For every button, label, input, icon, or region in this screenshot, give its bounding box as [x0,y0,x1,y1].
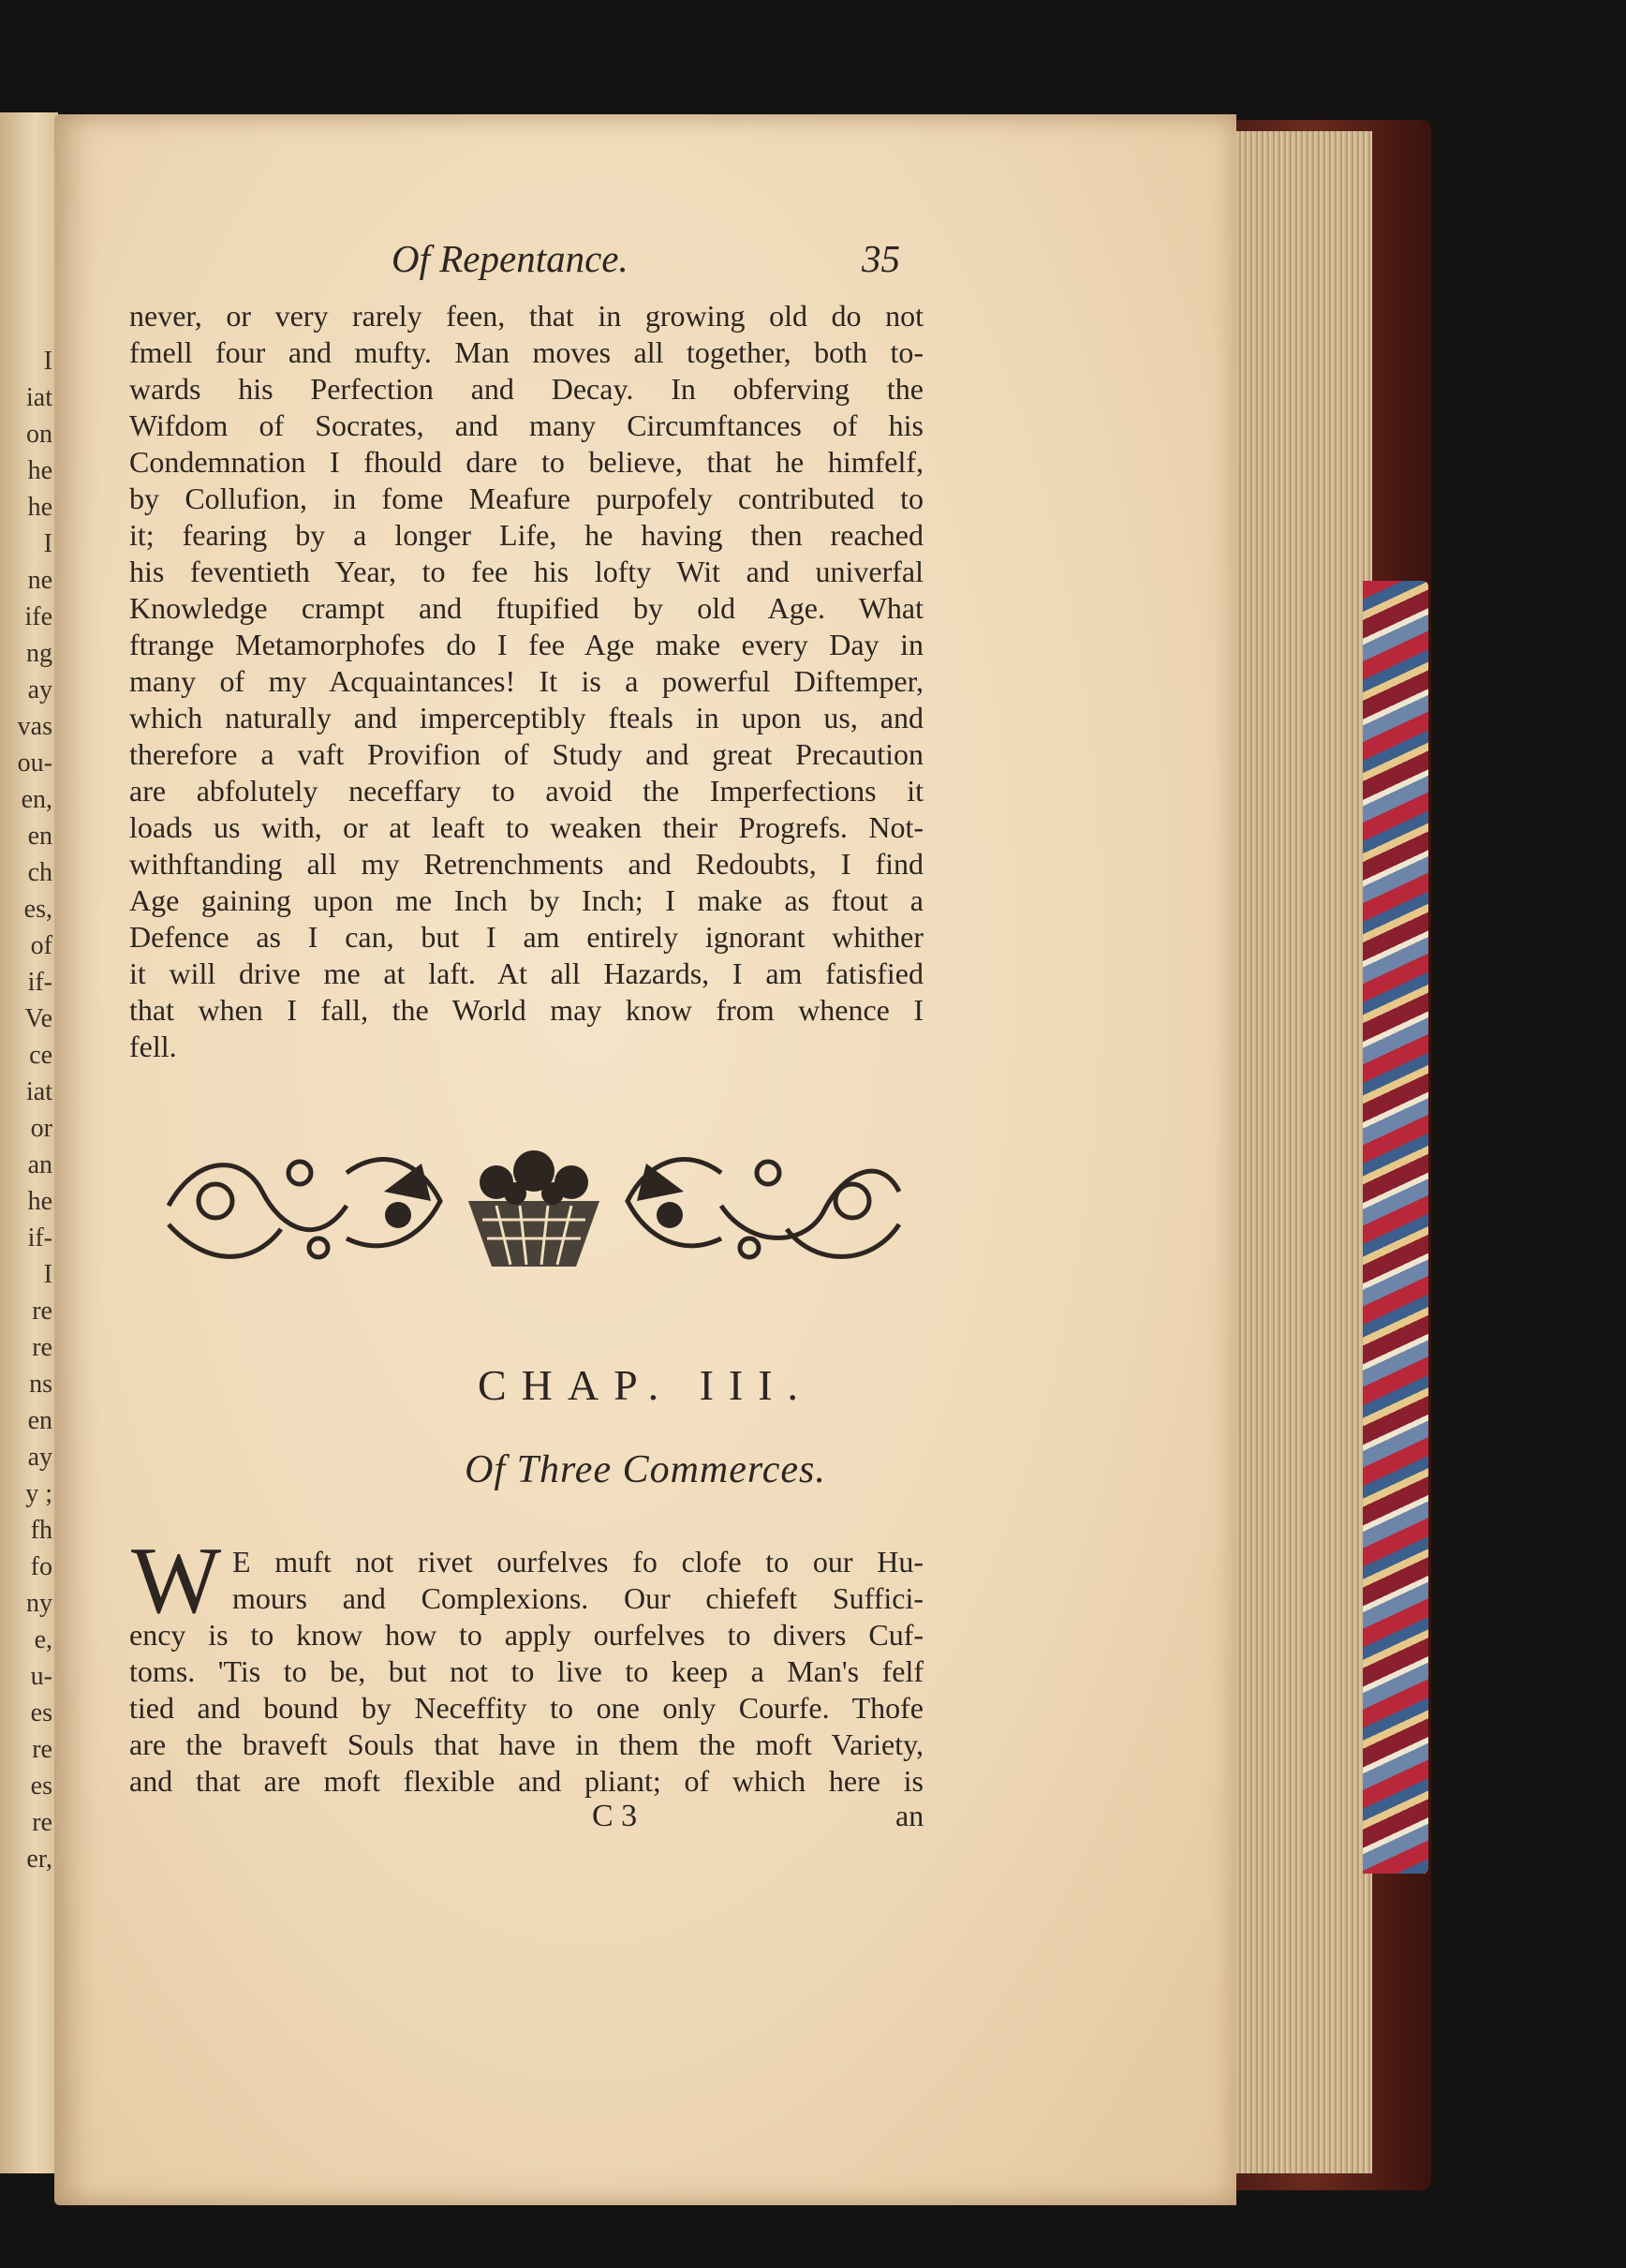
previous-page-fragment: he [27,1187,52,1216]
chapter-title: Of Three Commerces. [465,1448,826,1491]
page-number: 35 [862,237,900,280]
marbled-endpaper [1363,581,1428,1874]
text-line: Defence as I can, but I am entirely ignorant whither [129,920,924,954]
previous-page-fragment: I [43,529,52,558]
previous-page-fragment: I [43,347,52,376]
text-line: it will drive me at laft. At all Hazards, I am fatisfied [129,956,924,990]
text-line: by Collufion, in fome Meafure purpofely contributed to [129,482,924,515]
previous-page-fragment: of [30,931,52,960]
text-line: it; fearing by a longer Life, he having then reached [129,518,924,552]
previous-page-fragment: en [27,1406,52,1435]
text-line: many of my Acquaintances! It is a powerful Diftemper, [129,664,924,698]
text-line: ency is to know how to apply ourfelves to divers Cuf- [129,1618,924,1652]
text-line: E muft not rivet ourfelves fo clofe to our Hu- [232,1545,924,1579]
previous-page-fragment: he [27,493,52,522]
previous-page-fragment: ay [27,675,52,704]
previous-page-fragment: ce [29,1041,52,1070]
previous-page-fragment: iat [26,1077,52,1106]
previous-page-fragment: he [27,456,52,485]
text-line: toms. 'Tis to be, but not to live to keep a Man's felf [129,1654,924,1688]
previous-page-fragment: if- [27,968,52,997]
previous-page-fragment: u- [30,1662,52,1691]
previous-page-fragment: fo [30,1552,52,1581]
previous-page-fragment: ife [24,602,52,631]
text-line: ftrange Metamorphofes do I fee Age make every Day in [129,628,924,661]
previous-page-fragment: I [43,1260,52,1289]
previous-page-fragment: ny [26,1589,52,1618]
text-line: Age gaining upon me Inch by Inch; I make as ftout a [129,883,924,917]
text-line: are the braveft Souls that have in them the moft Variety, [129,1727,924,1761]
previous-page-fragment: ng [26,639,52,668]
text-line: Wifdom of Socrates, and many Circumftances of his [129,408,924,442]
text-line: tied and bound by Neceffity to one only Courfe. Thofe [129,1691,924,1725]
text-line: Knowledge crampt and ftupified by old Age. What [129,591,924,625]
page-edges [1229,131,1372,2173]
text-line: never, or very rarely feen, that in growing old do not [129,299,924,333]
drop-cap: W [131,1528,222,1634]
text-line: wards his Perfection and Decay. In obferving the [129,372,924,406]
paragraph-1 [129,298,924,1065]
previous-page-fragment: es [30,1771,52,1801]
previous-page-fragment: en [27,822,52,851]
previous-page-fragment: Ve [24,1004,52,1033]
previous-page-fragment: iat [26,383,52,412]
previous-page-fragment: fh [30,1516,52,1545]
running-title: Of Repentance. [392,237,628,280]
text-line: that when I fall, the World may know from whence I [129,993,924,1027]
text-line: withftanding all my Retrenchments and Redoubts, I find [129,847,924,881]
chapter-number: CHAP. III. [477,1361,814,1409]
text-line: are abfolutely neceffary to avoid the Imperfections it [129,774,924,808]
signature-mark: C 3 [592,1799,638,1833]
text-line: fell. [129,1030,177,1063]
catchword: an [895,1799,924,1832]
text-line: mours and Complexions. Our chiefeft Suffici- [232,1581,924,1615]
previous-page-fragment: re [32,1333,52,1362]
previous-page-fragment: re [32,1808,52,1837]
previous-page-fragment: vas [17,712,52,741]
previous-page-fragment: re [32,1735,52,1764]
previous-page-fragment: ch [27,858,52,887]
previous-page-fragment: re [32,1297,52,1326]
text-line: which naturally and imperceptibly fteals in upon us, and [129,701,924,734]
previous-page-fragment: on [26,420,52,449]
ornamental-headpiece [159,1135,909,1276]
previous-page-edge [0,112,58,2173]
previous-page-fragment: or [30,1114,52,1143]
previous-page-fragment: ns [29,1370,52,1399]
previous-page-fragment: y ; [25,1479,52,1508]
previous-page-fragment: en, [21,785,52,814]
paragraph-2 [129,1544,924,1800]
previous-page-fragment: if- [27,1223,52,1253]
previous-page-fragment: ne [27,566,52,595]
text-line: Condemnation I fhould dare to believe, that he himfelf, [129,445,924,479]
text-line: fmell four and mufty. Man moves all together, both to- [129,335,924,369]
text-line: his feventieth Year, to fee his lofty Wit and univerfal [129,555,924,588]
previous-page-fragment: er, [26,1845,52,1874]
previous-page-fragment: es [30,1698,52,1727]
previous-page-fragment: ou- [17,749,52,778]
previous-page-fragment: an [27,1150,52,1179]
text-line: loads us with, or at leaft to weaken their Progrefs. Not- [129,810,924,844]
text-line: and that are moft flexible and pliant; of which here is [129,1764,924,1798]
previous-page-fragment: ay [27,1443,52,1472]
previous-page-fragment: es, [23,895,52,924]
previous-page-fragment: e, [34,1625,52,1654]
text-line: therefore a vaft Provifion of Study and great Precaution [129,737,924,771]
